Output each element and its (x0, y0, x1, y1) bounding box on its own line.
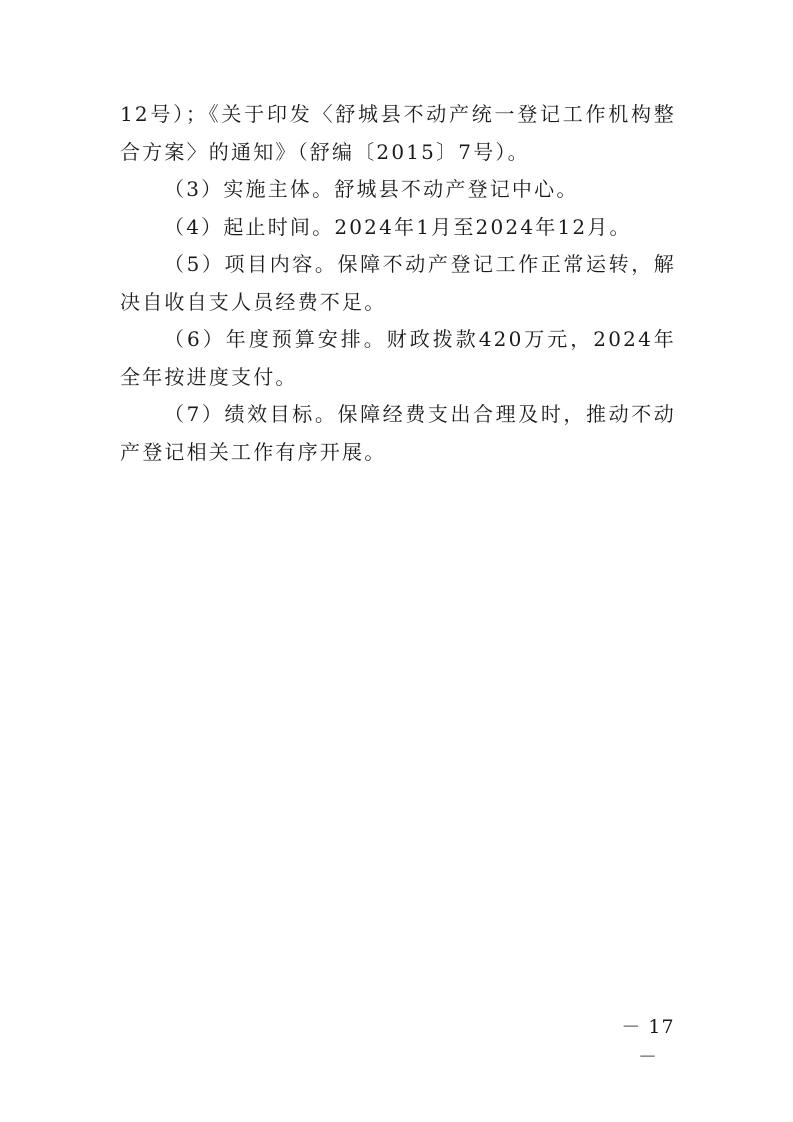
paragraph-duration: （4）起止时间。2024年1月至2024年12月。 (164, 214, 632, 239)
page-number: － 17 － (621, 1016, 675, 1068)
paragraph-project-content: （5）项目内容。保障不动产登记工作正常运转，解决自收自支人员经费不足。 (120, 252, 676, 314)
paragraph-implementing-entity: （3）实施主体。舒城县不动产登记中心。 (164, 177, 579, 201)
paragraph-basis-continuation: 12号）；《关于印发〈舒城县不动产统一登记工作机构整合方案〉的通知》（舒编〔2015〕7号）。 (120, 102, 676, 164)
paragraph-annual-budget: （6）年度预算安排。财政拨款420万元，2024年全年按进度支付。 (120, 327, 676, 389)
paragraph-performance-goal: （7）绩效目标。保障经费支出合理及时，推动不动产登记相关工作有序开展。 (120, 402, 676, 464)
document-body (120, 96, 676, 471)
